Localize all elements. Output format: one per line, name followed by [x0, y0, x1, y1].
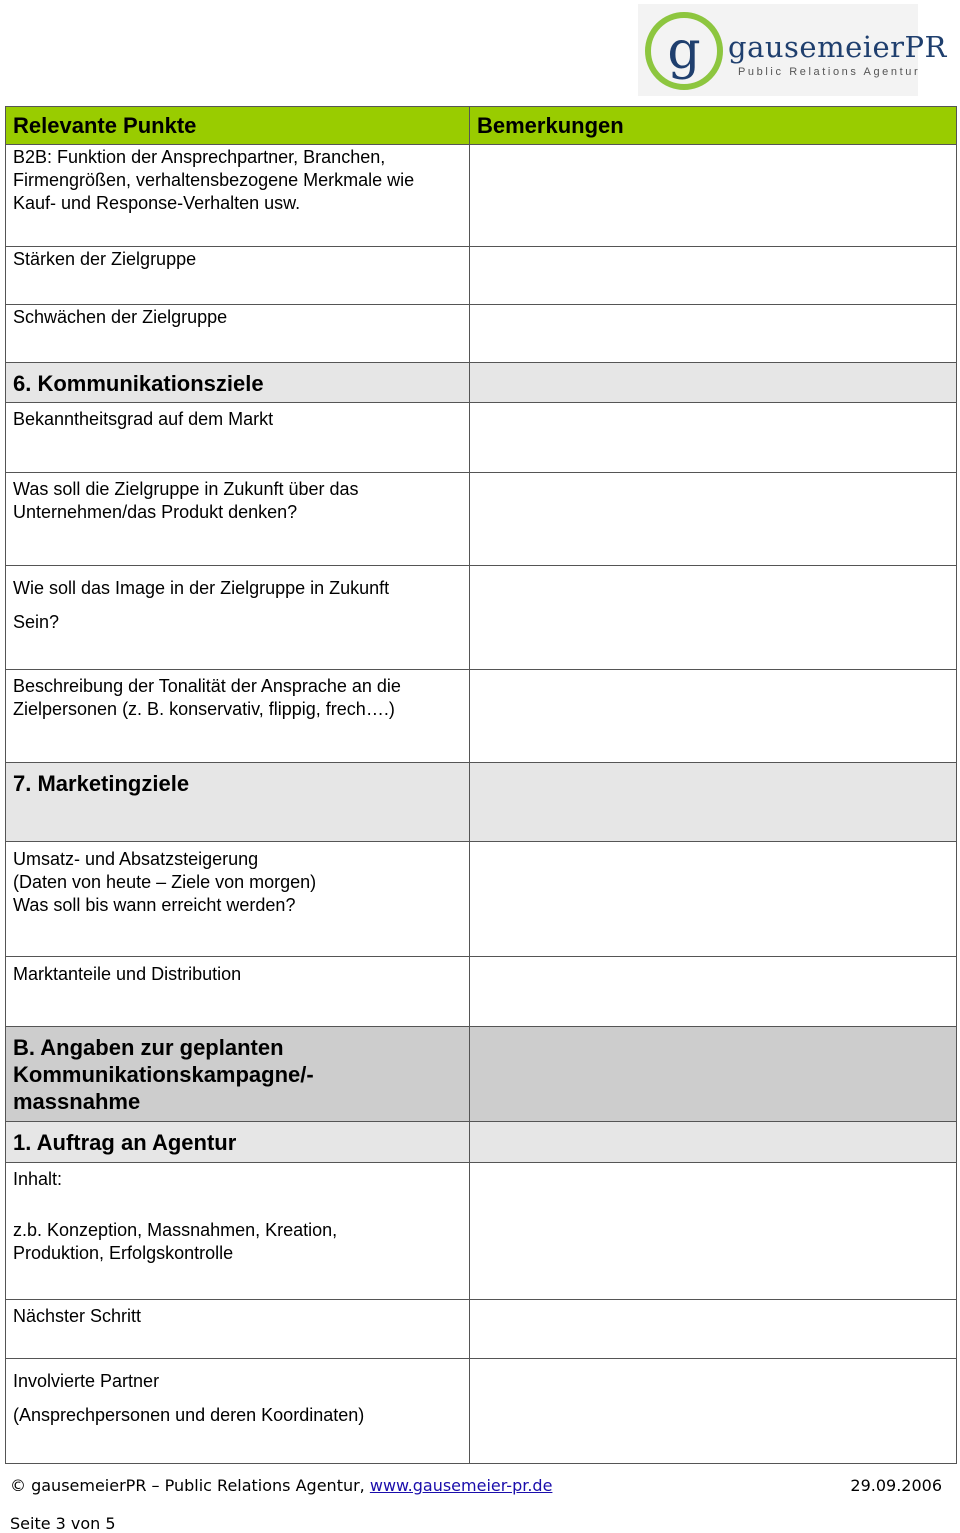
row-text: Produktion, Erfolgskontrolle [13, 1243, 234, 1263]
svg-text:g: g [667, 21, 701, 81]
remark-cell[interactable] [470, 1359, 957, 1464]
row-naechster-schritt [6, 1300, 470, 1359]
row-text: Was soll die Zielgruppe in Zukunft über das [13, 479, 359, 499]
logo-subtitle: Public Relations Agentur [738, 66, 921, 78]
logo-wordmark: gausemeierPR [728, 30, 947, 64]
row-text: Involvierte Partner [13, 1371, 160, 1391]
briefing-table [5, 106, 957, 1464]
table-row [6, 842, 957, 957]
row-text: Schwächen der Zielgruppe [13, 307, 228, 327]
section-kommunikationsziele [6, 363, 470, 403]
footer-copyright: © gausemeierPR – Public Relations Agentur, www.gausemeier-pr.de [10, 1476, 553, 1495]
logo-g-mark-icon [644, 10, 726, 92]
table-row [6, 1300, 957, 1359]
table-row [6, 403, 957, 473]
remark-cell[interactable] [470, 957, 957, 1027]
row-text: Marktanteile und Distribution [13, 964, 242, 984]
table-row [6, 1359, 957, 1464]
row-b2b [6, 145, 470, 247]
section-row [6, 1122, 957, 1163]
row-text: (Ansprechpersonen und deren Koordinaten) [13, 1405, 365, 1425]
row-text: Beschreibung der Tonalität der Ansprache an die [13, 676, 401, 696]
remark-cell[interactable] [470, 473, 957, 566]
row-involvierte-partner [6, 1359, 470, 1464]
table-row [6, 1163, 957, 1300]
table-row [6, 473, 957, 566]
section-title: 1. Auftrag an Agentur [13, 1130, 237, 1155]
remark-cell[interactable] [470, 247, 957, 305]
row-text: Bekanntheitsgrad auf dem Markt [13, 409, 274, 429]
table-header-row [6, 107, 957, 145]
row-inhalt [6, 1163, 470, 1300]
section-row [6, 1027, 957, 1122]
row-text: B2B: Funktion der Ansprechpartner, Branchen, [13, 147, 386, 167]
row-marktanteile [6, 957, 470, 1027]
section-marketingziele [6, 763, 470, 842]
company-logo [638, 4, 947, 96]
section-auftrag [6, 1122, 470, 1163]
row-text: z.b. Konzeption, Massnahmen, Kreation, [13, 1220, 338, 1240]
table-row [6, 305, 957, 363]
section-angaben-kampagne [6, 1027, 470, 1122]
remark-cell[interactable] [470, 670, 957, 763]
section-remark-cell [470, 363, 957, 403]
row-text: Was soll bis wann erreicht werden? [13, 895, 296, 915]
row-text: Zielpersonen (z. B. konservativ, flippig, frech….) [13, 699, 395, 719]
row-text: Wie soll das Image in der Zielgruppe in Zukunft [13, 578, 390, 598]
header-relevante-punkte: Relevante Punkte [6, 107, 470, 145]
footer-website-link[interactable]: www.gausemeier-pr.de [369, 1476, 553, 1495]
row-staerken [6, 247, 470, 305]
row-umsatz [6, 842, 470, 957]
section-title: Kommunikationskampagne/- [13, 1062, 314, 1087]
row-tonalitaet [6, 670, 470, 763]
row-text: Inhalt: [13, 1169, 63, 1189]
section-title: massnahme [13, 1089, 141, 1114]
table-row [6, 566, 957, 670]
row-text: Kauf- und Response-Verhalten usw. [13, 193, 301, 213]
table-row [6, 957, 957, 1027]
row-text: Unternehmen/das Produkt denken? [13, 502, 298, 522]
remark-cell[interactable] [470, 842, 957, 957]
section-remark-cell [470, 763, 957, 842]
section-row [6, 363, 957, 403]
section-remark-cell [470, 1027, 957, 1122]
section-title: B. Angaben zur geplanten [13, 1035, 284, 1060]
row-text: Sein? [13, 612, 60, 632]
row-schwaechen [6, 305, 470, 363]
remark-cell[interactable] [470, 403, 957, 473]
section-row [6, 763, 957, 842]
page-number: Seite 3 von 5 [10, 1514, 116, 1533]
table-row [6, 145, 957, 247]
row-image [6, 566, 470, 670]
row-text: Firmengrößen, verhaltensbezogene Merkmale wie [13, 170, 415, 190]
section-title: 7. Marketingziele [13, 771, 190, 796]
section-remark-cell [470, 1122, 957, 1163]
section-title: 6. Kommunikationsziele [13, 371, 264, 396]
row-text: (Daten von heute – Ziele von morgen) [13, 872, 317, 892]
table-row [6, 670, 957, 763]
header-bemerkungen: Bemerkungen [470, 107, 957, 145]
remark-cell[interactable] [470, 1163, 957, 1300]
footer-date: 29.09.2006 [850, 1476, 942, 1495]
remark-cell[interactable] [470, 305, 957, 363]
remark-cell[interactable] [470, 566, 957, 670]
remark-cell[interactable] [470, 1300, 957, 1359]
remark-cell[interactable] [470, 145, 957, 247]
row-text: Nächster Schritt [13, 1306, 142, 1326]
row-zukunft-denken [6, 473, 470, 566]
table-row [6, 247, 957, 305]
row-text: Stärken der Zielgruppe [13, 249, 197, 269]
row-text: Umsatz- und Absatzsteigerung [13, 849, 259, 869]
row-bekanntheitsgrad [6, 403, 470, 473]
